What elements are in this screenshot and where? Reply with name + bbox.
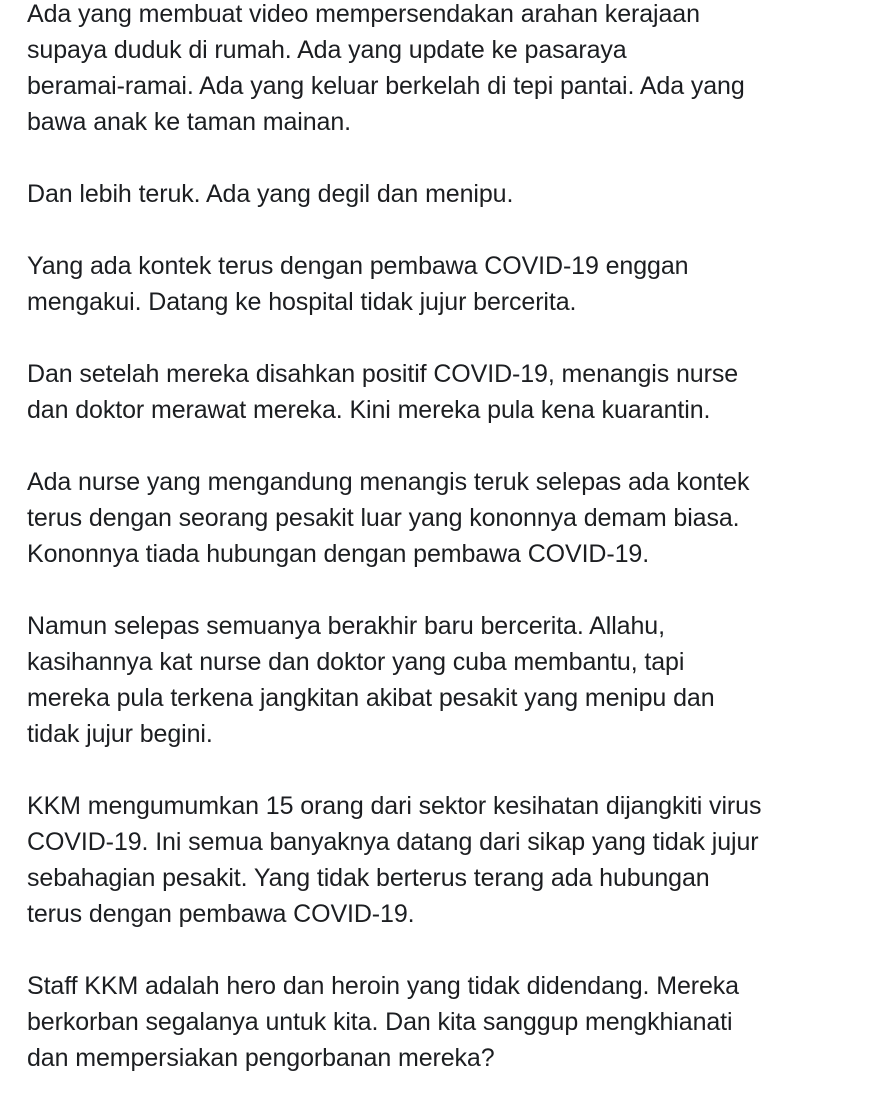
text-line: Ada nurse yang mengandung menangis teruk selepas ada kontek <box>27 468 750 496</box>
paragraph-1 <box>27 0 867 140</box>
text-line: Yang ada kontek terus dengan pembawa COVID-19 enggan <box>27 252 689 280</box>
paragraph-2 <box>27 176 867 212</box>
text-line: KKM mengumumkan 15 orang dari sektor kesihatan dijangkiti virus <box>27 792 762 820</box>
text-line: berkorban segalanya untuk kita. Dan kita sanggup mengkhianati <box>27 1008 733 1036</box>
text-line: mengakui. Datang ke hospital tidak jujur bercerita. <box>27 288 577 316</box>
text-line: kasihannya kat nurse dan doktor yang cuba membantu, tapi <box>27 648 685 676</box>
paragraph-4 <box>27 356 867 428</box>
text-line: tidak jujur begini. <box>27 720 213 748</box>
post-body <box>27 0 867 1112</box>
paragraph-3 <box>27 248 867 320</box>
paragraph-7 <box>27 788 867 932</box>
text-line: dan doktor merawat mereka. Kini mereka pula kena kuarantin. <box>27 396 711 424</box>
text-line: supaya duduk di rumah. Ada yang update ke pasaraya <box>27 36 627 64</box>
text-line: mereka pula terkena jangkitan akibat pesakit yang menipu dan <box>27 684 715 712</box>
text-line: dan mempersiakan pengorbanan mereka? <box>27 1044 495 1072</box>
text-line: Dan lebih teruk. Ada yang degil dan menipu. <box>27 180 514 208</box>
text-line: beramai-ramai. Ada yang keluar berkelah di tepi pantai. Ada yang <box>27 72 745 100</box>
text-line: Kononnya tiada hubungan dengan pembawa COVID-19. <box>27 540 650 568</box>
paragraph-8 <box>27 968 867 1076</box>
text-line: COVID-19. Ini semua banyaknya datang dari sikap yang tidak jujur <box>27 828 759 856</box>
text-line: Ada yang membuat video mempersendakan arahan kerajaan <box>27 0 700 28</box>
text-line: terus dengan pembawa COVID-19. <box>27 900 415 928</box>
paragraph-5 <box>27 464 867 572</box>
text-line: Dan setelah mereka disahkan positif COVID-19, menangis nurse <box>27 360 739 388</box>
text-line: bawa anak ke taman mainan. <box>27 108 351 136</box>
text-line: Namun selepas semuanya berakhir baru bercerita. Allahu, <box>27 612 665 640</box>
text-line: Staff KKM adalah hero dan heroin yang tidak didendang. Mereka <box>27 972 739 1000</box>
text-line: terus dengan seorang pesakit luar yang kononnya demam biasa. <box>27 504 740 532</box>
paragraph-6 <box>27 608 867 752</box>
text-line: sebahagian pesakit. Yang tidak berterus terang ada hubungan <box>27 864 710 892</box>
